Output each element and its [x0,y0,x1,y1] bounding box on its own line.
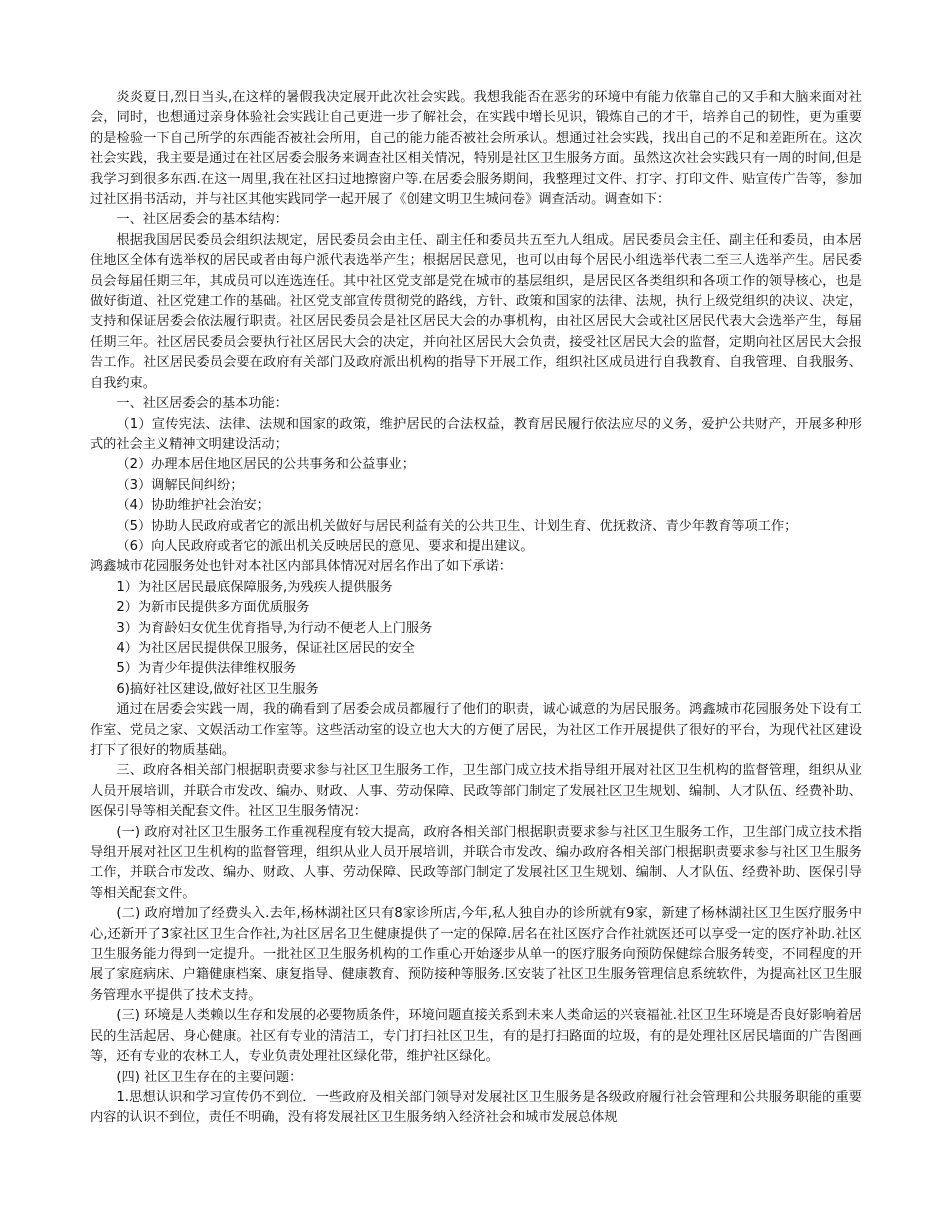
structure-paragraph: 根据我国居民委员会组织法规定，居民委员会由主任、副主任和委员共五至九人组成。居民委员会主任、副主任和委员，由本居住地区全体有选举权的居民或者由每户派代表选举产生；根据居民意见，也可以由每个居民小组选举代表二至三人选举产生。居民委员会每届任期三年，其成员可以连选连任。其中社区党支部是党在城市的基层组织，是居民区各类组织和各项工作的领导核心，也是做好街道、社区党建工作的基础。社区党支部宣传贯彻党的路线，方针、政策和国家的法律、法规，执行上级党组织的决议、决定，支持和保证居委会依法履行职责。社区居民委员会是社区居民大会的办事机构，由社区居民大会或社区居民代表大会选举产生，每届任期三年。社区居民委员会要执行社区居民大会的决定，并向社区居民大会负责，接受社区居民大会的监督，定期向社区居民大会报告工作。社区居民委员会要在政府有关部门及政府派出机构的指导下开展工作，组织社区成员进行自我教育、自我管理、自我服务、自我约束。 [90,232,862,391]
function-item-3: （3）调解民间纠纷； [116,477,244,493]
commitment-item-2: 2）为新市民提供多方面优质服务 [116,600,310,616]
problem-item-1: 1.思想认识和学习宣传仍不到位．一些政府及相关部门领导对发展社区卫生服务是各级政府履行社会管理和公共服务职能的重要内容的认识不到位，责任不明确，没有将发展社区卫生服务纳入经济社会和城市发展总体规 [90,1089,862,1126]
section-three-paragraph: 三、政府各相关部门根据职责要求参与社区卫生服务工作，卫生部门成立技术指导组开展对社区卫生机构的监督管理，组织从业人员开展培训，并联合市发改、编办、财政、人事、劳动保障、民政等部门制定了发展社区卫生规划、编制、人才队伍、经费补助、医保引导等相关配套文件。社区卫生服务情况： [90,763,862,820]
commitment-item-1: 1）为社区居民最底保障服务,为残疾人提供服务 [116,579,393,595]
subsection-one-paragraph: (一) 政府对社区卫生服务工作重视程度有较大提高，政府各相关部门根据职责要求参与社区卫生服务工作，卫生部门成立技术指导组开展对社区卫生机构的监督管理，组织从业人员开展培训，并联合市发改、编办政府各相关部门根据职责要求参与社区卫生服务工作，并联合市发改、编办、财政、人事、劳动保障、民政等部门制定了发展社区卫生规划、编制、人才队伍、经费补助、医保引导等相关配套文件。 [90,824,862,901]
function-item-1: （1）宣传宪法、法律、法规和国家的政策，维护居民的合法权益，教育居民履行依法应尽的义务，爱护公共财产，开展多种形式的社会主义精神文明建设活动； [90,416,862,452]
function-item-4: （4）协助维护社会治安； [116,498,270,514]
practice-summary-paragraph: 通过在居委会实践一周，我的确看到了居委会成员都履行了他们的职责，诚心诚意的为居民服务。鸿鑫城市花园服务处下设有工作室、党员之家、文娱活动工作室等。这些活动室的设立也大大的方便了居民，为社区工作开展提供了很好的平台，为现代社区建设打下了很好的物质基础。 [90,702,862,758]
section-functions-heading: 一、社区居委会的基本功能： [116,396,288,412]
commitment-item-4: 4）为社区居民提供保卫服务，保证社区居民的安全 [116,640,415,656]
function-item-2: （2）办理本居住地区居民的公共事务和公益事业； [116,457,415,473]
subsection-three-paragraph: (三) 环境是人类赖以生存和发展的必要物质条件，环境问题直接关系到未来人类命运的兴衰福祉.社区卫生环境是否良好影响着居民的生活起居、身心健康。社区有专业的清洁工，专门打扫社区卫生，有的是打扫路面的垃圾，有的是处理社区居民墙面的广告图画等，还有专业的农林工人，专业负责处理社区绿化带，维护社区绿化。 [90,1008,862,1065]
document-body [90,88,862,1129]
commitment-item-6: 6)搞好社区建设,做好社区卫生服务 [116,681,319,697]
subsection-four-heading: (四) 社区卫生存在的主要问题： [116,1069,303,1085]
commitment-intro: 鸿鑫城市花园服务处也针对本社区内部具体情况对居名作出了如下承诺： [90,559,512,575]
subsection-two-paragraph: (二) 政府增加了经费头入.去年,杨林湖社区只有8家诊所店,今年,私人独自办的诊所就有9家，新建了杨林湖社区卫生医疗服务中心,还新开了3家社区卫生合作社,为社区居名卫生健康提供了一定的保障.居名在社区医疗合作社就医还可以享受一定的医疗补助.社区卫生服务能力得到一定提升。一批社区卫生服务机构的工作重心开始逐步从单一的医疗服务向预防保健综合服务转变，不同程度的开展了家庭病床、户籍健康档案、康复指导、健康教育、预防接种等服务.区安装了社区卫生服务管理信息系统软件，为提高社区卫生服务管理水平提供了技术支持。 [90,906,862,1003]
intro-paragraph: 炎炎夏日,烈日当头,在这样的暑假我决定展开此次社会实践。我想我能否在恶劣的环境中有能力依靠自己的又手和大脑来面对社会，同时，也想通过亲身体验社会实践让自己更进一步了解社会，在实践中增长见识，锻炼自己的才干，培养自己的韧性，更为重要的是检验一下自己所学的东西能否被社会所用，自己的能力能否被社会所承认。想通过社会实践，找出自己的不足和差距所在。这次社会实践，我主要是通过在社区居委会服务来调查社区相关情况，特别是社区卫生服务方面。虽然这次社会实践只有一周的时间,但是我学习到很多东西.在这一周里,我在社区扫过地擦窗户等.在居委会服务期间，我整理过文件、打字、打印文件、贴宣传广告等，参加过社区捐书活动，并与社区其他实践同学一起开展了《创建文明卫生城问卷》调查活动。调查如下： [90,90,862,208]
section-structure-heading: 一、社区居委会的基本结构： [116,212,288,228]
function-item-5: （5）协助人民政府或者它的派出机关做好与居民利益有关的公共卫生、计划生育、优抚救济、青少年教育等项工作； [116,518,798,534]
function-item-6: （6）向人民政府或者它的派出机关反映居民的意见、要求和提出建议。 [116,538,534,554]
commitment-item-5: 5）为青少年提供法律维权服务 [116,661,297,677]
commitment-item-3: 3）为育龄妇女优生优育指导,为行动不便老人上门服务 [116,620,433,636]
